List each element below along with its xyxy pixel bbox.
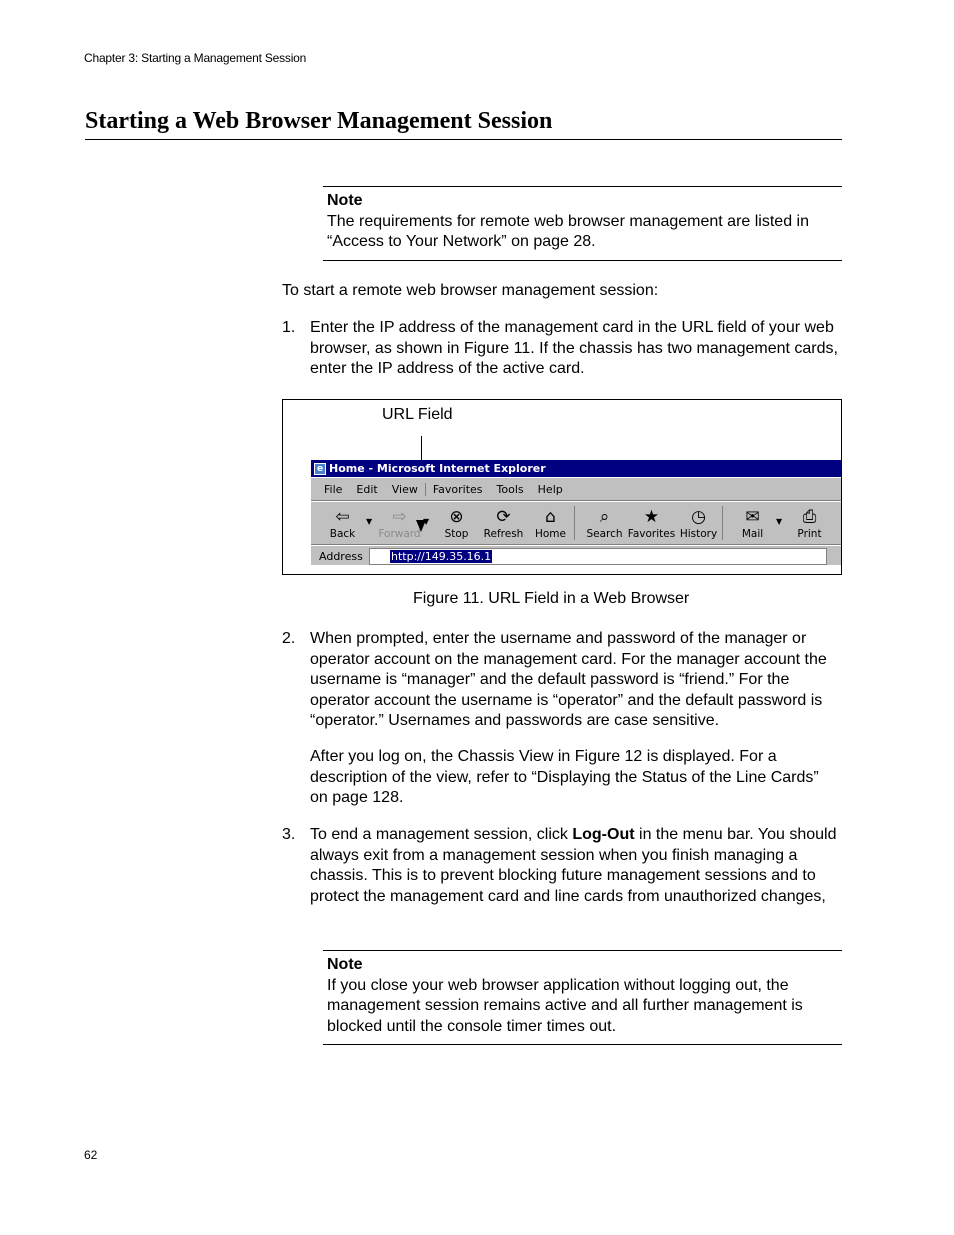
note-body: If you close your web browser application without logging out, the management session remains active and all further management is blocked until the console timer times out. <box>327 976 803 1035</box>
home-label: Home <box>534 528 566 540</box>
home-icon: ⌂ <box>545 507 556 527</box>
step-text: When prompted, enter the username and password of the manager or operator account on the management card. For the manager account the username is “manager” and the default password is “friend.” For the operator account the username is “operator” and the default password is “operator.” Usernames and passwords are case sensitive. <box>310 630 827 729</box>
toolbar-divider <box>722 506 729 540</box>
section-title: Starting a Web Browser Management Session <box>85 107 842 140</box>
menu-view[interactable]: View <box>391 482 418 496</box>
step-text-part: in the menu bar. You should always exit from a management session when you finish managing a chassis. This is to prevent blocking future management sessions and to protect the management card and line cards from unauthorized changes, <box>310 826 837 905</box>
note-box <box>323 186 842 261</box>
browser-menu-bar <box>311 477 841 501</box>
back-label: Back <box>329 528 356 540</box>
browser-title-bar <box>311 460 841 477</box>
back-dropdown-icon[interactable]: ▼ <box>366 516 373 526</box>
step-2-followup: After you log on, the Chassis View in Figure 12 is displayed. For a description of the view, refer to “Displaying the Status of the Line Cards” on page 128. <box>310 748 819 806</box>
refresh-label: Refresh <box>483 528 524 540</box>
step-number: 1. <box>282 319 296 336</box>
mail-icon: ✉ <box>745 507 760 527</box>
running-head: Chapter 3: Starting a Management Session <box>84 51 307 65</box>
favorites-button[interactable] <box>628 506 675 540</box>
note-heading: Note <box>327 956 363 973</box>
mail-dropdown-icon[interactable]: ▼ <box>776 516 783 526</box>
intro-paragraph: To start a remote web browser management session: <box>282 282 659 299</box>
stop-button[interactable] <box>433 506 480 540</box>
toolbar-divider <box>574 506 581 540</box>
print-label: Print <box>797 528 822 540</box>
ie-logo-icon: e <box>314 463 326 475</box>
browser-title: Home - Microsoft Internet Explorer <box>329 462 546 475</box>
search-icon: ⌕ <box>599 507 610 527</box>
forward-label: Forward <box>378 528 421 540</box>
url-value: http://149.35.16.1 <box>391 550 492 563</box>
refresh-icon: ⟳ <box>496 507 511 527</box>
forward-dropdown-icon[interactable]: ▼ <box>423 516 430 526</box>
log-out-term: Log-Out <box>572 826 635 843</box>
menu-tools[interactable]: Tools <box>496 482 524 496</box>
url-field[interactable] <box>369 548 827 565</box>
print-button[interactable] <box>786 506 833 540</box>
note-box <box>323 950 842 1045</box>
home-button[interactable] <box>527 506 574 540</box>
step-text-part: To end a management session, click <box>310 826 573 843</box>
browser-toolbar <box>311 501 841 545</box>
favorites-icon: ★ <box>643 507 660 527</box>
back-arrow-icon: ⇦ <box>335 507 350 527</box>
browser-window <box>311 460 841 565</box>
print-icon: ⎙ <box>802 507 817 527</box>
back-button[interactable] <box>319 506 366 540</box>
step-number: 2. <box>282 630 296 647</box>
refresh-button[interactable] <box>480 506 527 540</box>
step-number: 3. <box>282 826 296 843</box>
note-body: The requirements for remote web browser management are listed in “Access to Your Network” on page 28. <box>327 212 809 250</box>
stop-label: Stop <box>444 528 469 540</box>
history-icon: ◷ <box>691 507 706 527</box>
forward-arrow-icon: ⇨ <box>392 507 407 527</box>
favorites-label: Favorites <box>627 528 676 540</box>
callout-arrowhead <box>416 520 426 532</box>
step-text: Enter the IP address of the management card in the URL field of your web browser, as shown in Figure 11. If the chassis has two management cards, enter the IP address of the active card. <box>310 319 838 377</box>
url-field-callout: URL Field <box>382 406 453 423</box>
menu-edit[interactable]: Edit <box>356 482 378 496</box>
step-text <box>310 825 844 907</box>
menu-help[interactable]: Help <box>537 482 563 496</box>
history-button[interactable] <box>675 506 722 540</box>
mail-label: Mail <box>741 528 764 540</box>
mail-button[interactable] <box>729 506 776 540</box>
history-label: History <box>679 528 718 540</box>
menu-favorites[interactable]: Favorites <box>425 483 490 496</box>
browser-address-bar <box>311 545 841 565</box>
page-number: 62 <box>84 1148 98 1162</box>
address-label: Address <box>319 550 363 563</box>
menu-file[interactable]: File <box>324 482 343 496</box>
stop-icon: ⊗ <box>449 507 464 527</box>
search-label: Search <box>586 528 623 540</box>
figure-caption: Figure 11. URL Field in a Web Browser <box>413 590 690 607</box>
note-heading: Note <box>327 192 363 209</box>
search-button[interactable] <box>581 506 628 540</box>
